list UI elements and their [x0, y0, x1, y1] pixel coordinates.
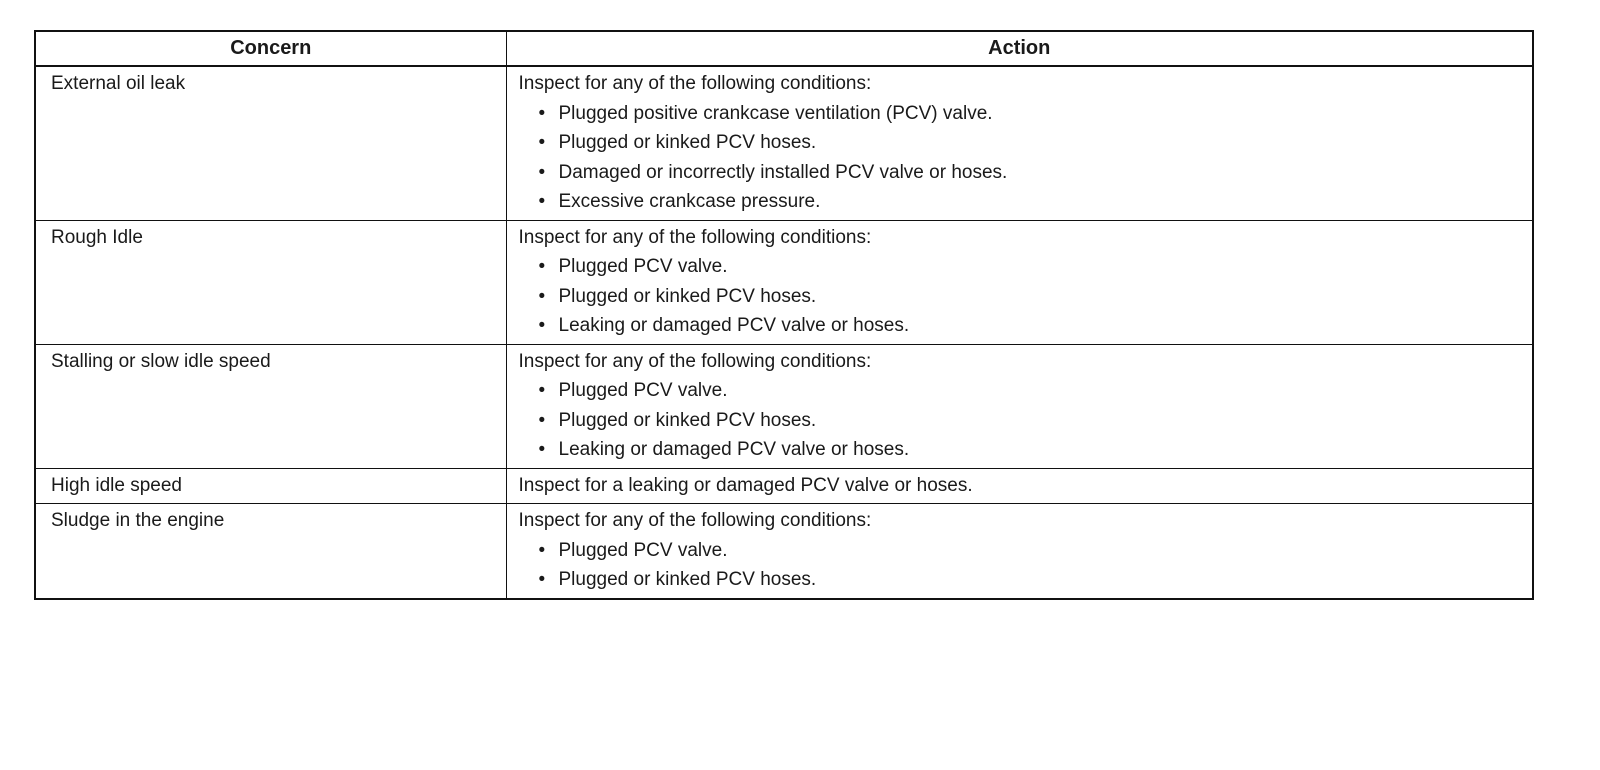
concern-cell: Sludge in the engine [35, 504, 506, 599]
condition-item: • Plugged PCV valve. [539, 252, 1533, 282]
condition-item: • Damaged or incorrectly installed PCV valve or hoses. [539, 158, 1533, 188]
table-row [35, 66, 1533, 220]
action-intro: Inspect for any of the following conditions: [518, 226, 872, 248]
condition-item: • Plugged PCV valve. [539, 376, 1533, 406]
action-intro: Inspect for any of the following conditions: [518, 350, 872, 372]
document-page [34, 30, 1534, 600]
table-row [35, 504, 1533, 599]
action-intro: Inspect for a leaking or damaged PCV valve or hoses. [518, 474, 973, 496]
action-cell [506, 468, 1533, 504]
condition-item: • Plugged or kinked PCV hoses. [539, 565, 1533, 595]
condition-item: • Plugged positive crankcase ventilation (PCV) valve. [539, 99, 1533, 129]
diagnostic-table [34, 30, 1534, 600]
condition-list [519, 252, 1533, 341]
column-header-action: Action [506, 31, 1533, 66]
condition-list [519, 376, 1533, 465]
condition-item: • Plugged or kinked PCV hoses. [539, 406, 1533, 436]
table-row [35, 220, 1533, 344]
condition-list [519, 99, 1533, 217]
action-intro: Inspect for any of the following conditions: [518, 510, 872, 531]
action-cell [506, 344, 1533, 468]
concern-cell: Stalling or slow idle speed [35, 344, 506, 468]
concern-cell: External oil leak [35, 66, 506, 220]
table-row [35, 344, 1533, 468]
concern-cell: Rough Idle [35, 220, 506, 344]
condition-item: • Plugged or kinked PCV hoses. [539, 128, 1533, 158]
condition-item: • Leaking or damaged PCV valve or hoses. [539, 435, 1533, 465]
table-header-row [35, 31, 1533, 66]
column-header-concern: Concern [35, 31, 506, 66]
action-cell [506, 220, 1533, 344]
condition-item: • Leaking or damaged PCV valve or hoses. [539, 311, 1533, 341]
concern-cell: High idle speed [35, 468, 506, 504]
action-cell [506, 66, 1533, 220]
condition-item: • Plugged or kinked PCV hoses. [539, 282, 1533, 312]
action-cell [506, 504, 1533, 599]
action-intro: Inspect for any of the following conditions: [518, 73, 872, 94]
condition-list [519, 536, 1533, 595]
condition-item: • Plugged PCV valve. [539, 536, 1533, 566]
condition-item: • Excessive crankcase pressure. [539, 187, 1533, 217]
table-row [35, 468, 1533, 504]
